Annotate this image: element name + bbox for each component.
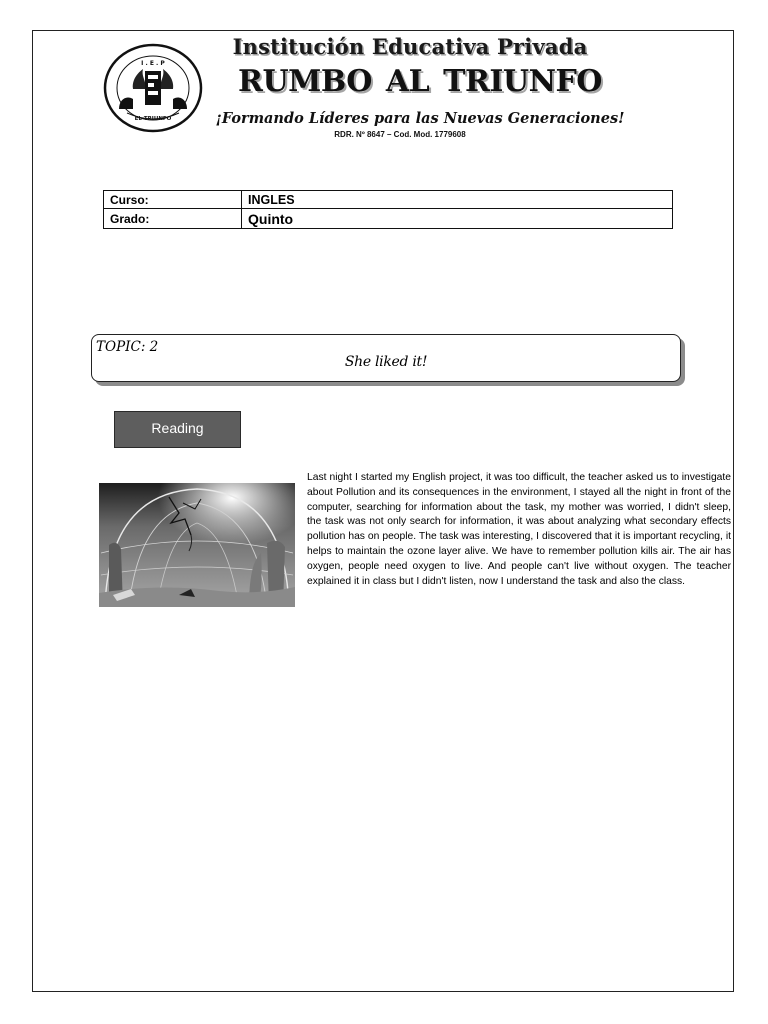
- svg-text:I . E . P: I . E . P: [141, 60, 165, 67]
- course-value: INGLES: [242, 191, 673, 209]
- reading-button[interactable]: [114, 411, 241, 448]
- school-logo: [103, 43, 203, 133]
- grade-row: [104, 209, 673, 229]
- registry-code: RDR. Nº 8647 – Cod. Mod. 1779608: [334, 130, 466, 139]
- course-label: Curso:: [104, 191, 242, 209]
- course-info-table: [103, 190, 673, 229]
- reading-passage: Last night I started my English project, it was too difficult, the teacher asked us to investigate about Pollution and its consequences in the environment, I stayed all the night in front of the computer, searching for information about the task, my mother was worried, I didn't sleep, the task was not only search for information, it was about analyzing what secondary effects pollution has on people. The task was interesting, I discovered that it is important recycling, it helps to maintain the ozone layer alive. We have to remember pollution kills air. The air has oxygen, people need oxygen to live. And people can't live without oxygen. The teacher explained it in class but I didn't listen, now I understand the task and also the class.: [307, 472, 731, 587]
- topic-title: She liked it!: [344, 354, 428, 370]
- course-row: [104, 191, 673, 209]
- pollution-globe-illustration: [99, 483, 295, 607]
- grade-value: Quinto: [242, 209, 673, 229]
- institution-title: Institución Educativa Privada: [232, 34, 588, 59]
- reading-button-label: Reading: [151, 419, 204, 436]
- school-name: RUMBO AL TRIUNFO: [238, 64, 602, 99]
- logo-text: EL TRIUNFO: [134, 116, 172, 122]
- school-motto: ¡Formando Líderes para las Nuevas Generaciones!: [215, 110, 625, 127]
- topic-label: TOPIC: 2: [96, 339, 159, 355]
- grade-label: Grado:: [104, 209, 242, 229]
- topic-box: [91, 334, 681, 382]
